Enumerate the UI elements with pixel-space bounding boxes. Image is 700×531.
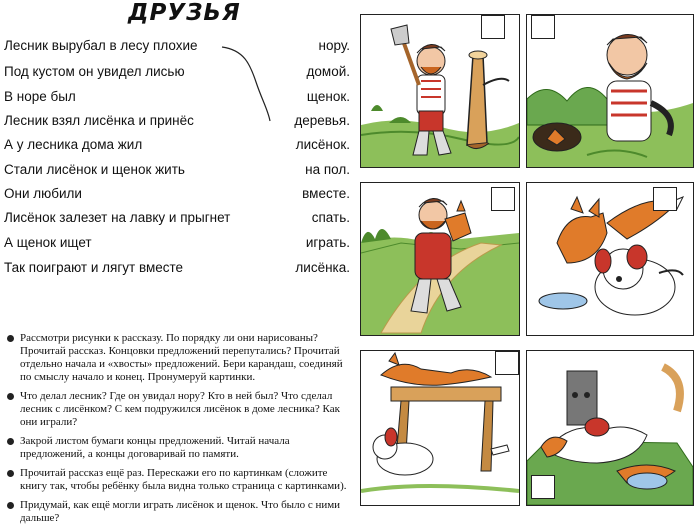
- bullet-icon: [7, 393, 14, 400]
- number-box[interactable]: [495, 351, 519, 375]
- story-start-8: Лисёнок залезет на лавку и прыгнет: [4, 210, 231, 225]
- instruction-item: Прочитай рассказ ещё раз. Перескажи его по картинкам (сложите книгу так, чтобы ребёнку была видна только страница с картинками).: [6, 467, 352, 493]
- instruction-item: Рассмотри рисунки к рассказу. По порядку ли они нарисованы? Прочитай рассказ. Концовки предложений перепутались? Прочитай отдельно начала и «хвосты» предложений. Бери карандаш, соединяй по смыслу начало и конец. Пронумеруй картинки.: [6, 332, 352, 384]
- story-start-5: А у лесника дома жил: [4, 137, 143, 152]
- instruction-item: Придумай, как ещё могли играть лисёнок и щенок. Что было с ними дальше?: [6, 499, 352, 525]
- picture-sleeping-together: [526, 350, 694, 506]
- story-start-7: Они любили: [4, 186, 82, 201]
- story-start-2: Под кустом он увидел лисью: [4, 64, 185, 79]
- picture-fox-den: [526, 14, 694, 168]
- story-end-1: нору.: [318, 38, 350, 53]
- picture-fox-and-puppy: [526, 182, 694, 336]
- story-end-8: спать.: [311, 210, 350, 225]
- story-start-6: Стали лисёнок и щенок жить: [4, 162, 185, 177]
- page-title: ДРУЗЬЯ: [128, 0, 241, 26]
- story-start-9: А щенок ищет: [4, 235, 92, 250]
- bullet-icon: [7, 502, 14, 509]
- bullet-icon: [7, 335, 14, 342]
- number-box[interactable]: [481, 15, 505, 39]
- story-start-3: В норе был: [4, 89, 76, 104]
- story-end-6: на пол.: [305, 162, 350, 177]
- story-end-3: щенок.: [306, 89, 350, 104]
- connector-line: [0, 0, 360, 140]
- instruction-item: Что делал лесник? Где он увидал нору? Кто в ней был? Что сделал лесник с лисёнком? С кем подружился лисёнок в доме лесника? Как они играли?: [6, 390, 352, 429]
- number-box[interactable]: [531, 475, 555, 499]
- bullet-icon: [7, 438, 14, 445]
- story-end-10: лисёнка.: [295, 260, 350, 275]
- story-start-4: Лесник взял лисёнка и принёс: [4, 113, 194, 128]
- number-box[interactable]: [491, 187, 515, 211]
- number-box[interactable]: [531, 15, 555, 39]
- story-end-2: домой.: [306, 64, 350, 79]
- picture-forester-chopping: [360, 14, 520, 168]
- picture-fox-on-bench: [360, 350, 520, 506]
- picture-carrying-fox: [360, 182, 520, 336]
- story-start-1: Лесник вырубал в лесу плохие: [4, 38, 198, 53]
- number-box[interactable]: [653, 187, 677, 211]
- instructions-block: [6, 332, 352, 531]
- story-end-7: вместе.: [302, 186, 350, 201]
- story-end-5: лисёнок.: [295, 137, 350, 152]
- instruction-item: Закрой листом бумаги концы предложений. Читай начала предложений, а концы договаривай по памяти.: [6, 435, 352, 461]
- bullet-icon: [7, 470, 14, 477]
- story-start-10: Так поиграют и лягут вместе: [4, 260, 184, 275]
- story-end-4: деревья.: [294, 113, 350, 128]
- story-end-9: играть.: [305, 235, 350, 250]
